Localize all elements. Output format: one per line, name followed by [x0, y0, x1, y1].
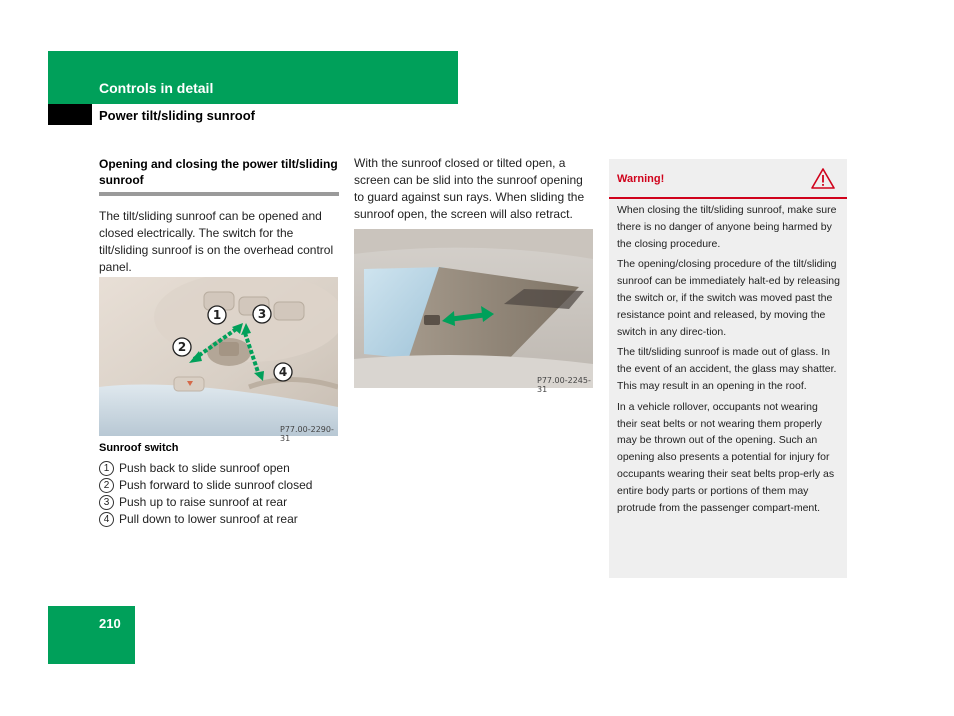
item-text: Push back to slide sunroof open [119, 461, 290, 475]
header-bar [48, 51, 458, 104]
column-left [99, 156, 339, 276]
item-text: Push up to raise sunroof at rear [119, 495, 288, 509]
screen-paragraph: With the sunroof closed or tilted open, a screen can be slid into the sunroof opening to guard against sun rays. When sliding the sunroof open, the screen will also retract. [354, 156, 585, 221]
item-number: 3 [99, 495, 114, 510]
item-number: 2 [99, 478, 114, 493]
intro-paragraph: The tilt/sliding sunroof can be opened and closed electrically. The switch for the tilt/sliding sunroof is on the overhead control panel. [99, 209, 334, 274]
section-title: Power tilt/sliding sunroof [99, 108, 255, 123]
sunroof-screen-illustration [354, 229, 593, 388]
page-number-block [48, 606, 135, 664]
warning-paragraph: When closing the tilt/sliding sunroof, make sure there is no danger of anyone being harmed by the closing procedure. [617, 204, 837, 250]
image-code: P77.00-2245-31 [537, 376, 591, 394]
image-caption: Sunroof switch [99, 442, 179, 454]
warning-paragraph: The opening/closing procedure of the tilt/sliding sunroof can be immediately halt-ed by releasing the switch or, if the switch was moved past the resistance point and released, by moving the switch in any direc-tion. [617, 258, 840, 338]
item-text: Pull down to lower sunroof at rear [119, 512, 298, 526]
item-number: 1 [99, 461, 114, 476]
warning-body [617, 202, 841, 520]
heading-rule [99, 192, 339, 196]
warning-box [609, 159, 847, 578]
svg-text:4: 4 [278, 365, 288, 379]
item-number: 4 [99, 512, 114, 527]
svg-text:1: 1 [212, 308, 222, 322]
warning-rule [609, 197, 847, 199]
svg-text:3: 3 [257, 307, 267, 321]
item-text: Push forward to slide sunroof closed [119, 478, 313, 492]
chapter-title: Controls in detail [99, 80, 214, 96]
caption-block [99, 442, 339, 528]
warning-paragraph: In a vehicle rollover, occupants not wearing their seat belts or not wearing them properly may be thrown out of the opening. Such an opening also presents a potential for injury for occupants wearing their seat belts prop-erly as entire body parts or portions of them may protrude from the passenger compart-ment. [617, 400, 835, 514]
list-item [99, 460, 339, 477]
svg-text:2: 2 [177, 340, 187, 354]
page-number: 210 [99, 616, 121, 631]
list-item [99, 511, 339, 528]
column-middle [354, 155, 594, 223]
instruction-list [99, 460, 339, 528]
list-item [99, 494, 339, 511]
sunroof-switch-image [99, 277, 338, 443]
sunroof-switch-illustration [99, 277, 338, 436]
sunroof-screen-image [354, 229, 593, 394]
warning-title: Warning! [617, 173, 665, 185]
section-marker [48, 104, 92, 125]
subsection-heading: Opening and closing the power tilt/sliding sunroof [99, 157, 338, 187]
image-code: P77.00-2290-31 [280, 425, 334, 443]
warning-triangle-icon [811, 167, 835, 189]
list-item [99, 477, 339, 494]
warning-paragraph: The tilt/sliding sunroof is made out of glass. In the event of an accident, the glass may shatter. This may result in an opening in the roof. [617, 346, 837, 392]
